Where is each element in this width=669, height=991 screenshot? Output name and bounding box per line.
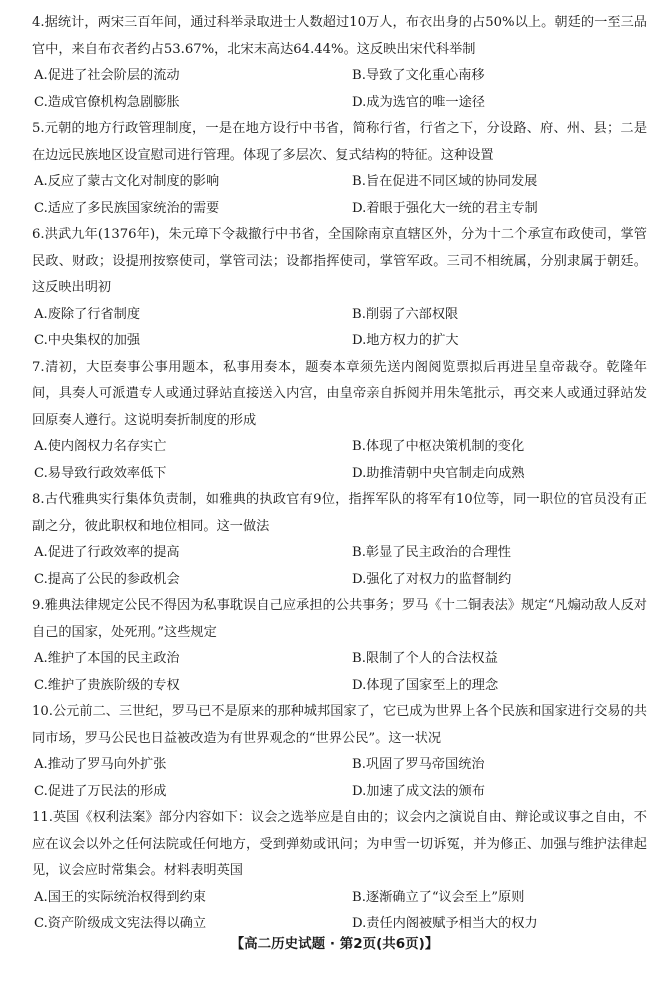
option-d: D.体现了国家至上的理念 [352,677,499,693]
question-stem: 9.雅典法律规定公民不得因为私事耽误自己应承担的公共事务；罗马《十二铜表法》规定“凡煽动敌人反对自己的国家，处死刑。”这些规定 [32,598,647,640]
options [34,646,647,699]
option-a: A.国王的实际统治权得到约束 [34,889,206,905]
option-a: A.维护了本国的民主政治 [34,651,180,666]
options [34,302,647,355]
question-10 [32,699,647,805]
question-11 [32,805,647,938]
option-d: D.责任内阁被赋予相当大的权力 [352,916,538,931]
question-stem: 8.古代雅典实行集体负责制，如雅典的执政官有9位，指挥军队的将军有10位等，同一职位的官员没有正副之分，彼此职权和地位相同。这一做法 [32,492,647,534]
question-stem: 4.据统计，两宋三百年间，通过科举录取进士人数超过10万人，布衣出身的占50%以上。朝廷的一至三品官中，来自布衣者约占53.67%，北宋末高达64.44%。这反映出宋代科举制 [32,15,647,57]
option-a: A.促进了行政效率的提高 [34,545,180,560]
question-stem: 11.英国《权利法案》部分内容如下：议会之选举应是自由的；议会内之演说自由、辩论或议事之自由，不应在议会以外之任何法院或任何地方，受到弹劾或讯问；为申雪一切诉冤，并为修正、加强与维护法律起见，议会应时常集会。材料表明英国 [32,810,647,878]
option-d: D.成为选官的唯一途径 [352,94,485,110]
option-a: A.促进了社会阶层的流动 [34,68,180,83]
option-a: A.推动了罗马向外扩张 [34,757,167,772]
option-c: C.维护了贵族阶级的专权 [34,677,180,693]
question-7 [32,355,647,488]
option-b: B.彰显了民主政治的合理性 [352,545,511,560]
options [34,63,647,116]
option-b: B.旨在促进不同区域的协同发展 [352,174,538,189]
question-8 [32,487,647,593]
page-footer: 【高二历史试题 · 第2页(共6页)】 [230,936,439,952]
option-d: D.着眼于强化大一统的君主专制 [352,200,538,216]
question-stem: 6.洪武九年(1376年)，朱元璋下令裁撤行中书省，全国除南京直辖区外，分为十二个承宣布政使司，掌管民政、财政；设提刑按察使司，掌管司法；设都指挥使司，掌管军政。三司不相统属，分别隶属于朝廷。这反映出明初 [32,227,647,295]
option-d: D.地方权力的扩大 [352,333,459,348]
option-b: B.削弱了六部权限 [352,306,459,322]
question-5 [32,116,647,222]
options [34,169,647,222]
option-b: B.导致了文化重心南移 [352,68,485,83]
option-b: B.逐渐确立了“议会至上”原则 [352,889,525,905]
option-c: C.提高了公民的参政机会 [34,571,180,587]
option-b: B.体现了中枢决策机制的变化 [352,439,525,454]
option-c: C.造成官僚机构急剧膨胀 [34,94,180,110]
options [34,752,647,805]
question-stem: 5.元朝的地方行政管理制度，一是在地方设行中书省，简称行省，行省之下，分设路、府、州、县；二是在边远民族地区设宣慰司进行管理。体现了多层次、复式结构的特征。这种设置 [32,121,647,163]
option-d: D.加速了成文法的颁布 [352,783,485,799]
option-b: B.限制了个人的合法权益 [352,651,498,666]
option-a: A.使内阁权力名存实亡 [34,439,167,454]
option-a: A.废除了行省制度 [34,306,141,322]
option-c: C.资产阶级成文宪法得以确立 [34,916,207,931]
options [34,434,647,487]
question-stem: 10.公元前二、三世纪，罗马已不是原来的那种城邦国家了，它已成为世界上各个民族和国家进行交易的共同市场，罗马公民也日益被改造为有世界观念的“世界公民”。这一状况 [32,704,647,746]
question-stem: 7.清初，大臣奏事公事用题本，私事用奏本，题奏本章须先送内阁阅览票拟后再进呈皇帝裁夺。乾隆年间，具奏人可派遣专人或通过驿站直接送入内宫，由皇帝亲自拆阅并用朱笔批示，再交来人或通过驿站发回原奏人遵行。这说明奏折制度的形成 [32,359,647,428]
question-6 [32,222,647,355]
option-a: A.反应了蒙古文化对制度的影响 [34,174,220,189]
options [34,540,647,593]
option-c: C.易导致行政效率低下 [34,465,167,481]
question-9 [32,593,647,699]
option-c: C.促进了万民法的形成 [34,783,167,799]
options [34,885,647,938]
option-c: C.适应了多民族国家统治的需要 [34,200,220,216]
option-c: C.中央集权的加强 [34,333,141,348]
question-4 [32,10,647,116]
option-d: D.助推清朝中央官制走向成熟 [352,465,525,481]
option-b: B.巩固了罗马帝国统治 [352,757,485,772]
option-d: D.强化了对权力的监督制约 [352,571,512,587]
